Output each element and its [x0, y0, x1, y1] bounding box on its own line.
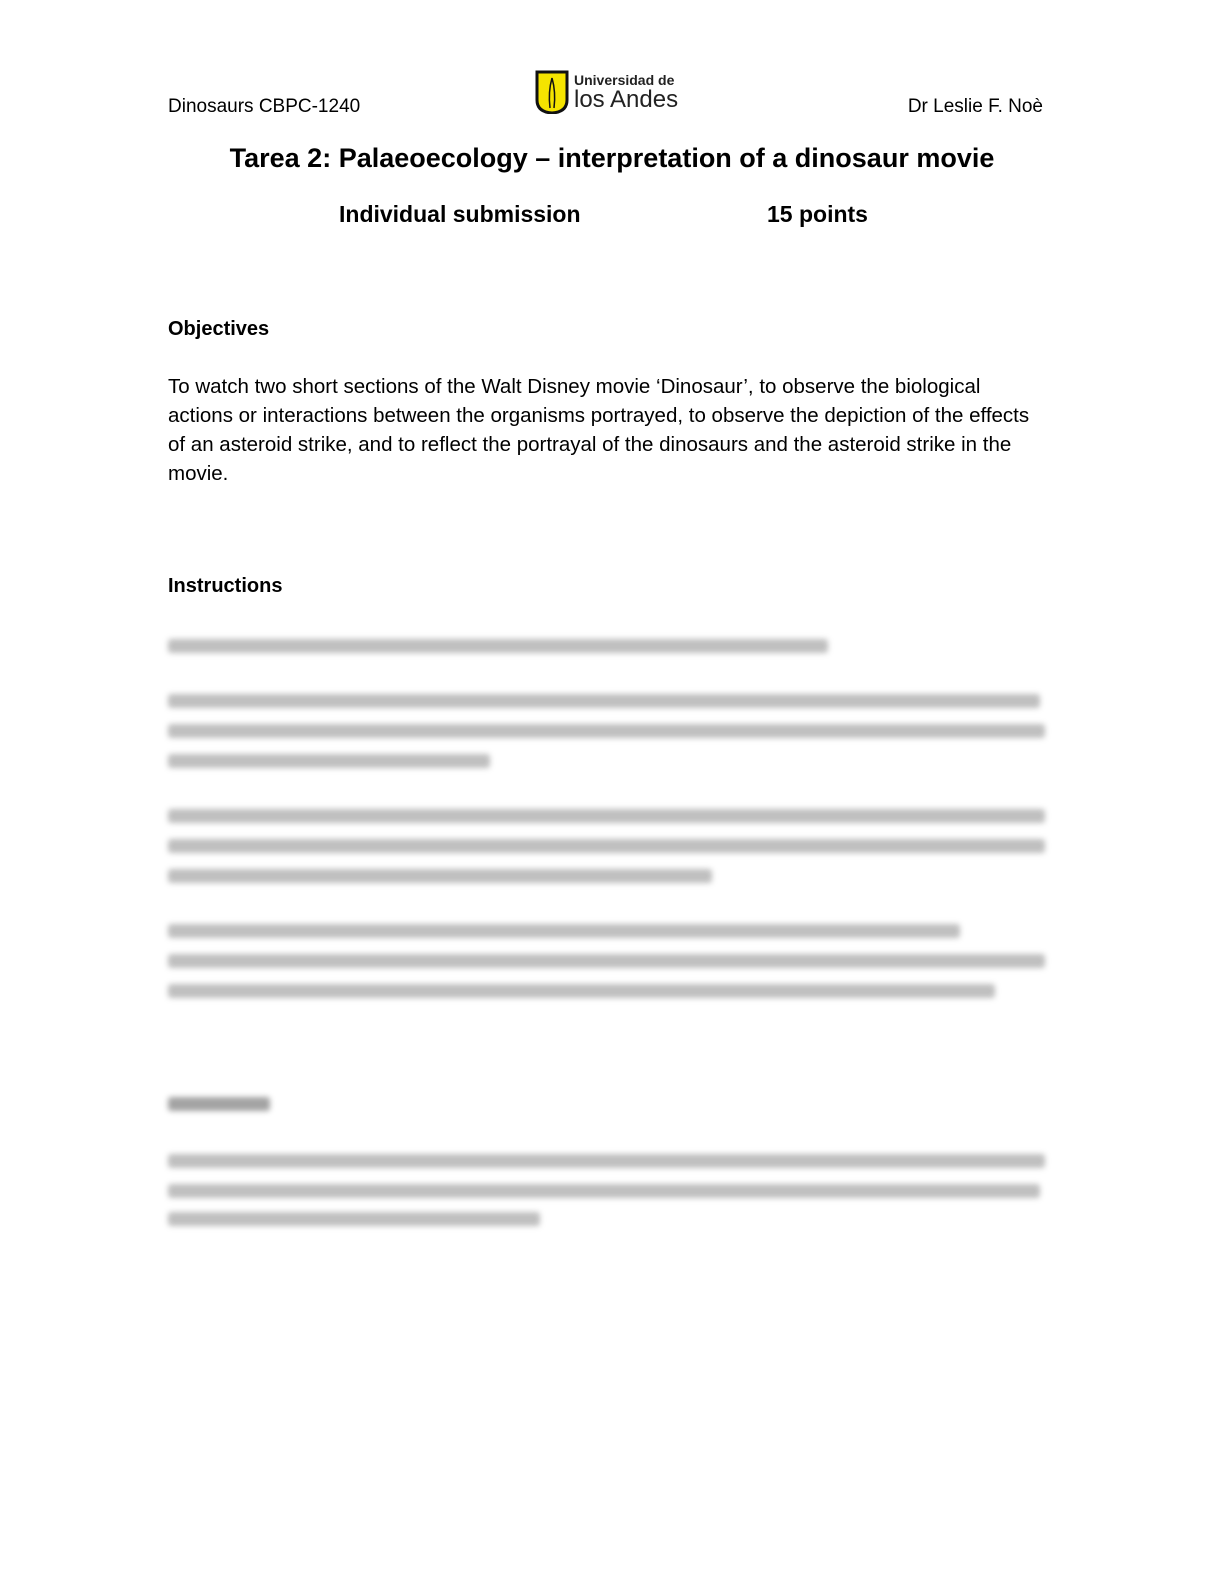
- objectives-text: To watch two short sections of the Walt Disney movie ‘Dinosaur’, to observe the biological actions or interactions between the organisms portrayed, to observe the depiction of the effects of an asteroid strike, and to reflect the portrayal of the dinosaurs and the asteroid strike in the movie.: [168, 375, 1030, 485]
- blurred-line: [168, 809, 1045, 823]
- blurred-heading: [168, 1097, 270, 1111]
- objectives-heading: Objectives: [168, 318, 270, 340]
- submission-type: Individual submission: [339, 201, 581, 227]
- author: Dr Leslie F. Noè: [907, 96, 1043, 117]
- blurred-line: [168, 694, 1040, 708]
- logo-line-2: los Andes: [574, 85, 679, 113]
- blurred-line: [168, 754, 490, 768]
- university-logo: [535, 70, 678, 114]
- document-title: Tarea 2: Palaeoecology – interpretation of a dinosaur movie: [229, 143, 995, 173]
- blurred-line: [168, 924, 960, 938]
- blurred-line: [168, 1184, 1040, 1198]
- blurred-line: [168, 639, 828, 653]
- blurred-line: [168, 984, 995, 998]
- blurred-line: [168, 839, 1045, 853]
- blurred-line: [168, 869, 712, 883]
- course-code: Dinosaurs CBPC-1240: [168, 96, 361, 117]
- points: 15 points: [767, 201, 868, 227]
- logo-line-1: Universidad de: [574, 71, 675, 88]
- shield-icon: [535, 70, 569, 114]
- blurred-line: [168, 1212, 540, 1226]
- blurred-line: [168, 954, 1045, 968]
- instructions-heading: Instructions: [168, 575, 283, 597]
- blurred-line: [168, 724, 1045, 738]
- blurred-line: [168, 1154, 1045, 1168]
